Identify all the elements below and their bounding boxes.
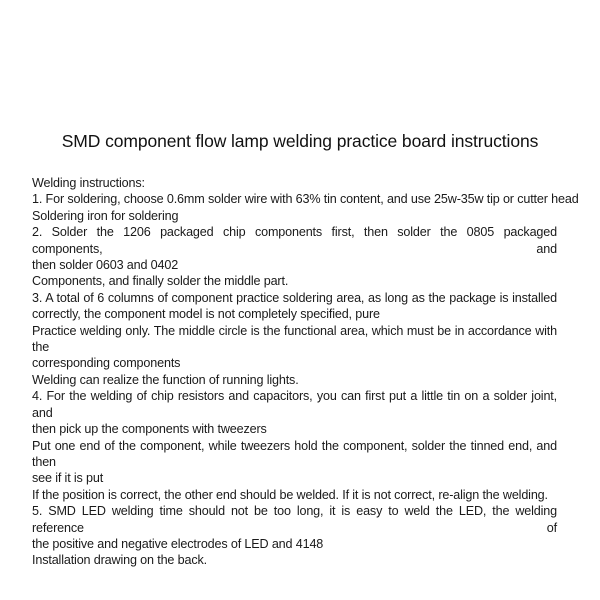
instruction-line: 5. SMD LED welding time should not be too long, it is easy to weld the LED, the welding reference of	[32, 504, 557, 535]
instructions-body	[32, 175, 579, 569]
instruction-line: then solder 0603 and 0402	[32, 258, 179, 273]
instruction-line: 1. For soldering, choose 0.6mm solder wire with 63% tin content, and use 25w-35w tip or cutter head	[32, 192, 579, 207]
instruction-line: If the position is correct, the other end should be welded. If it is not correct, re-align the welding.	[32, 487, 548, 502]
instruction-line: 4. For the welding of chip resistors and capacitors, you can first put a little tin on a solder joint, and	[32, 389, 557, 420]
instructions-heading: Welding instructions:	[32, 176, 145, 190]
instruction-line: 2. Solder the 1206 packaged chip components first, then solder the 0805 packaged components, and	[32, 225, 557, 256]
instruction-line: 3. A total of 6 columns of component practice soldering area, as long as the package is installed	[32, 290, 557, 305]
instruction-line: then pick up the components with tweezers	[32, 422, 267, 437]
instruction-line: Practice welding only. The middle circle is the functional area, which must be in accordance with the	[32, 323, 557, 355]
document-title: SMD component flow lamp welding practice board instructions	[61, 131, 539, 151]
instruction-line: Components, and finally solder the middle part.	[32, 274, 289, 289]
instruction-line: corresponding components	[32, 356, 181, 371]
instruction-line: Put one end of the component, while tweezers hold the component, solder the tinned end, and then	[32, 438, 557, 469]
instruction-line: correctly, the component model is not completely specified, pure	[32, 307, 380, 322]
instruction-line: see if it is put	[32, 471, 104, 486]
instruction-line: the positive and negative electrodes of LED and 4148	[32, 536, 324, 551]
instruction-line: Soldering iron for soldering	[32, 208, 179, 223]
instruction-line: Installation drawing on the back.	[32, 553, 207, 568]
instruction-line: Welding can realize the function of running lights.	[32, 372, 299, 387]
